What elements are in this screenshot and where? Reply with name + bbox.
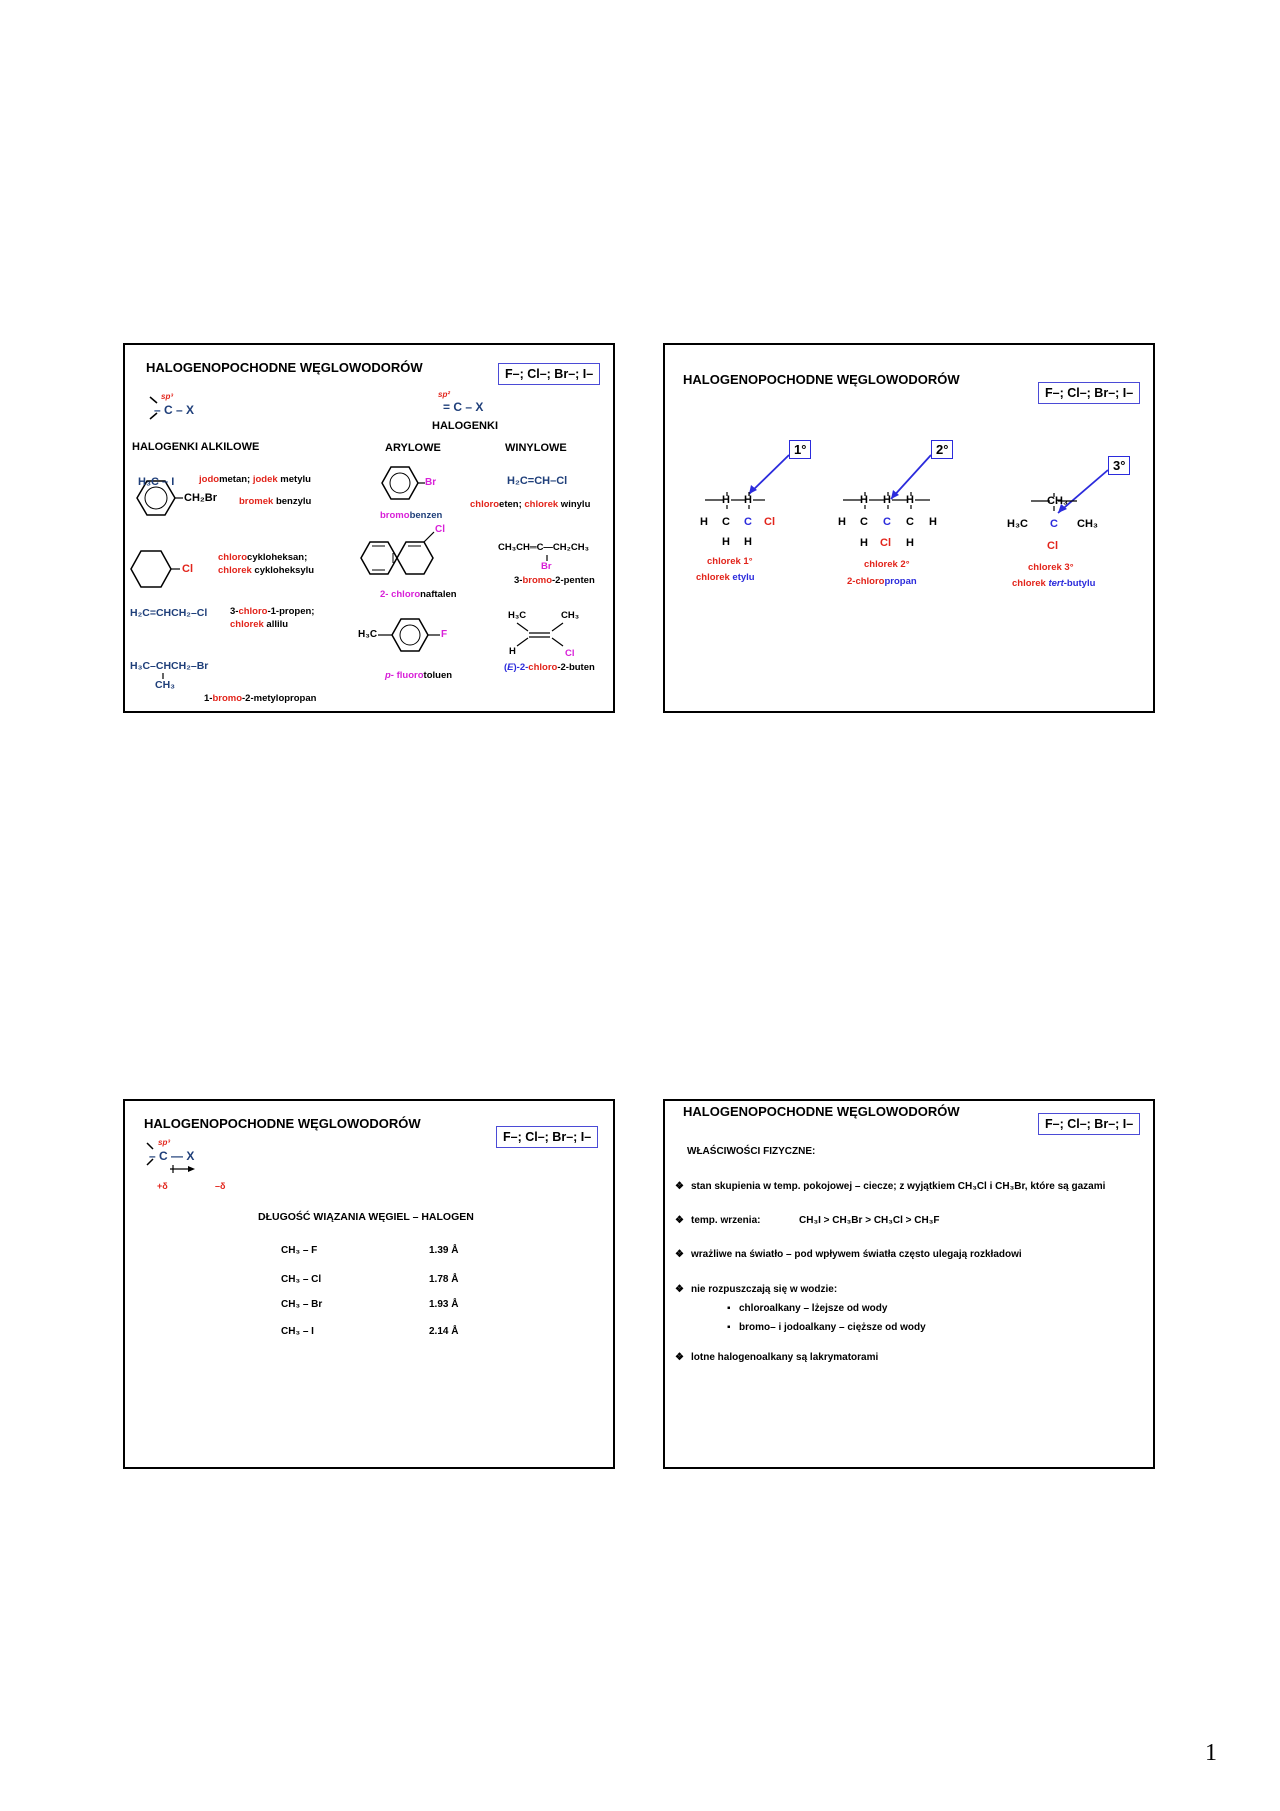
bromobenzene-bromine: Br	[425, 477, 437, 488]
bond-label: CH₃ – Cl	[281, 1274, 322, 1285]
methyl-left: H₃C	[1007, 518, 1028, 530]
atom-cl: Cl	[1047, 540, 1058, 552]
butene-chlorine: Cl	[565, 648, 575, 659]
slide-2	[663, 343, 1155, 713]
atom-h: H	[906, 537, 914, 549]
naphthalene-chlorine: Cl	[435, 524, 445, 535]
bullet-icon: ❖	[675, 1181, 684, 1192]
atom-h: H	[860, 537, 868, 549]
primary-degree-box: 1°	[789, 440, 811, 459]
allyl-chloride-name-2: chlorek allilu	[230, 619, 289, 630]
bond-length-value: 1.93 Å	[429, 1299, 459, 1310]
property-boiling-point: ❖ temp. wrzenia: CH₃I > CH₃Br > CH₃Cl > CH₃F	[675, 1215, 940, 1226]
ethyl-chloride-class: chlorek 1°	[707, 556, 753, 567]
sp3-bond-formula: – C — X	[149, 1149, 195, 1163]
halogenki-label: HALOGENKI	[432, 420, 498, 432]
bromopentene-bromine: Br	[541, 561, 552, 572]
solubility-sub-chloroalkanes: ▪ chloroalkany – lżejsze od wody	[727, 1303, 888, 1314]
ethyl-chloride-name: chlorek etylu	[696, 572, 755, 583]
bond-label: CH₃ – I	[281, 1326, 314, 1337]
secondary-degree-box: 2°	[931, 440, 953, 459]
bullet-icon: ❖	[675, 1249, 684, 1260]
sp3-label: sp³	[158, 1138, 170, 1147]
butene-methyl-left: H₃C	[508, 610, 527, 621]
chlorocyclohexane-name-2: chlorek cykloheksylu	[218, 565, 315, 576]
isobutyl-bromide-name: 1-bromo-2-metylopropan	[204, 693, 317, 704]
atom-cl: Cl	[880, 537, 891, 549]
page-number: 1	[1205, 1740, 1217, 1766]
solubility-sub-bromo-iodoalkanes: ▪ bromo– i jodoalkany – cięższe od wody	[727, 1322, 926, 1333]
isopropyl-chloride-name: 2-chloropropan	[847, 576, 917, 587]
bond-length-value: 2.14 Å	[429, 1326, 459, 1337]
bond-label: CH₃ – Br	[281, 1299, 323, 1310]
isopropyl-chloride-class: chlorek 2°	[864, 559, 910, 570]
sp2-label: sp²	[438, 390, 450, 399]
vinyl-chloride-formula: H₂C=CH–Cl	[507, 475, 568, 487]
toluene-methyl: H₃C	[358, 629, 378, 640]
tertiary-degree-box: 3°	[1108, 456, 1130, 475]
atom-h: H	[744, 494, 752, 506]
property-light-sensitivity: ❖ wrażliwe na światło – pod wpływem światła często ulegają rozkładowi	[675, 1249, 1022, 1260]
slide-3	[123, 1099, 615, 1469]
property-state: ❖ stan skupienia w temp. pokojowej – ciecze; z wyjątkiem CH₃Cl i CH₃Br, które są gazami	[675, 1181, 1106, 1192]
atom-h: H	[929, 516, 937, 528]
vinyl-halides-heading: WINYLOWE	[505, 442, 567, 454]
allyl-chloride-formula: H₂C=CHCH₂–Cl	[130, 607, 208, 619]
atom-c: C	[722, 516, 730, 528]
halide-ions-box: F–; Cl–; Br–; I–	[498, 363, 600, 385]
cyclohexyl-chlorine: Cl	[182, 563, 193, 575]
methyl-right: CH₃	[1077, 518, 1098, 530]
bond-length-value: 1.78 Å	[429, 1274, 459, 1285]
partial-positive-charge: +δ	[157, 1181, 168, 1191]
methyl-top: CH₃	[1047, 495, 1068, 507]
fluorotoluene-fluorine: F	[441, 629, 448, 640]
iodomethane-formula: H₃C – I	[138, 476, 175, 488]
atom-h: H	[883, 494, 891, 506]
atom-cl: Cl	[764, 516, 775, 528]
atom-h: H	[838, 516, 846, 528]
atom-c-highlighted: C	[883, 516, 891, 528]
atom-h: H	[906, 494, 914, 506]
bromobenzene-name: bromobenzen	[380, 510, 443, 521]
tert-butyl-chloride-name: chlorek tert-butylu	[1012, 578, 1096, 589]
halide-ions-box: F–; Cl–; Br–; I–	[496, 1126, 598, 1148]
butene-hydrogen: H	[509, 646, 516, 657]
square-bullet-icon: ▪	[727, 1303, 731, 1314]
isobutyl-methyl: CH₃	[155, 679, 176, 691]
bond-label: CH₃ – F	[281, 1245, 318, 1256]
sp2-bond-formula: = C – X	[443, 400, 484, 414]
atom-c-highlighted: C	[744, 516, 752, 528]
property-solubility: ❖ nie rozpuszczają się w wodzie:	[675, 1284, 838, 1295]
atom-h: H	[700, 516, 708, 528]
slide-title: HALOGENOPOCHODNE WĘGLOWODORÓW	[683, 372, 960, 387]
atom-c-highlighted: C	[1050, 518, 1058, 530]
sp3-label: sp³	[161, 392, 173, 401]
atom-h: H	[722, 494, 730, 506]
alkyl-halides-heading: HALOGENKI ALKILOWE	[132, 441, 260, 453]
butene-methyl-right: CH₃	[561, 610, 580, 621]
bullet-icon: ❖	[675, 1284, 684, 1295]
halide-ions-box: F–; Cl–; Br–; I–	[1038, 382, 1140, 404]
benzyl-bromide-name: bromek benzylu	[239, 496, 312, 507]
bromopentene-formula: CH₃CH═C—CH₂CH₃	[498, 542, 589, 553]
halide-ions-box: F–; Cl–; Br–; I–	[1038, 1113, 1140, 1135]
square-bullet-icon: ▪	[727, 1322, 731, 1333]
aryl-halides-heading: ARYLOWE	[385, 442, 441, 454]
bond-length-value: 1.39 Å	[429, 1245, 459, 1256]
isobutyl-bromide-formula: H₃C–CHCH₂–Br	[130, 660, 209, 672]
slide-title: HALOGENOPOCHODNE WĘGLOWODORÓW	[146, 360, 423, 375]
atom-c: C	[860, 516, 868, 528]
chlorobutene-name: (E)-2-chloro-2-buten	[504, 662, 595, 673]
sp3-bond-formula: – C – X	[154, 403, 195, 417]
slide-title: HALOGENOPOCHODNE WĘGLOWODORÓW	[683, 1104, 960, 1119]
vinyl-chloride-name: chloroeten; chlorek winylu	[470, 499, 591, 510]
slide-title: HALOGENOPOCHODNE WĘGLOWODORÓW	[144, 1116, 421, 1131]
slide-3-drawings	[125, 1101, 617, 1471]
bond-length-heading: DŁUGOŚĆ WIĄZANIA WĘGIEL – HALOGEN	[258, 1211, 474, 1223]
allyl-chloride-name-1: 3-chloro-1-propen;	[230, 606, 315, 617]
chloronaphthalene-name: 2- chloronaftalen	[380, 589, 457, 600]
atom-h: H	[860, 494, 868, 506]
property-lachrymators: ❖ lotne halogenoalkany są lakrymatorami	[675, 1352, 879, 1363]
tert-butyl-chloride-class: chlorek 3°	[1028, 562, 1074, 573]
slide-2-drawings	[665, 345, 1157, 715]
benzyl-substituent: CH₂Br	[184, 492, 217, 504]
iodomethane-name: jodometan; jodek metylu	[199, 474, 311, 485]
partial-negative-charge: –δ	[215, 1181, 226, 1191]
bullet-icon: ❖	[675, 1215, 684, 1226]
fluorotoluene-name: p- fluorotoluen	[385, 670, 453, 681]
atom-h: H	[744, 536, 752, 548]
slide-1	[123, 343, 615, 713]
bullet-icon: ❖	[675, 1352, 684, 1363]
atom-h: H	[722, 536, 730, 548]
bromopentene-name: 3-bromo-2-penten	[514, 575, 595, 586]
physical-properties-heading: WŁAŚCIWOŚCI FIZYCZNE:	[687, 1146, 816, 1157]
chlorocyclohexane-name-1: chlorocykloheksan;	[218, 552, 308, 563]
atom-c: C	[906, 516, 914, 528]
slide-4	[663, 1099, 1155, 1469]
